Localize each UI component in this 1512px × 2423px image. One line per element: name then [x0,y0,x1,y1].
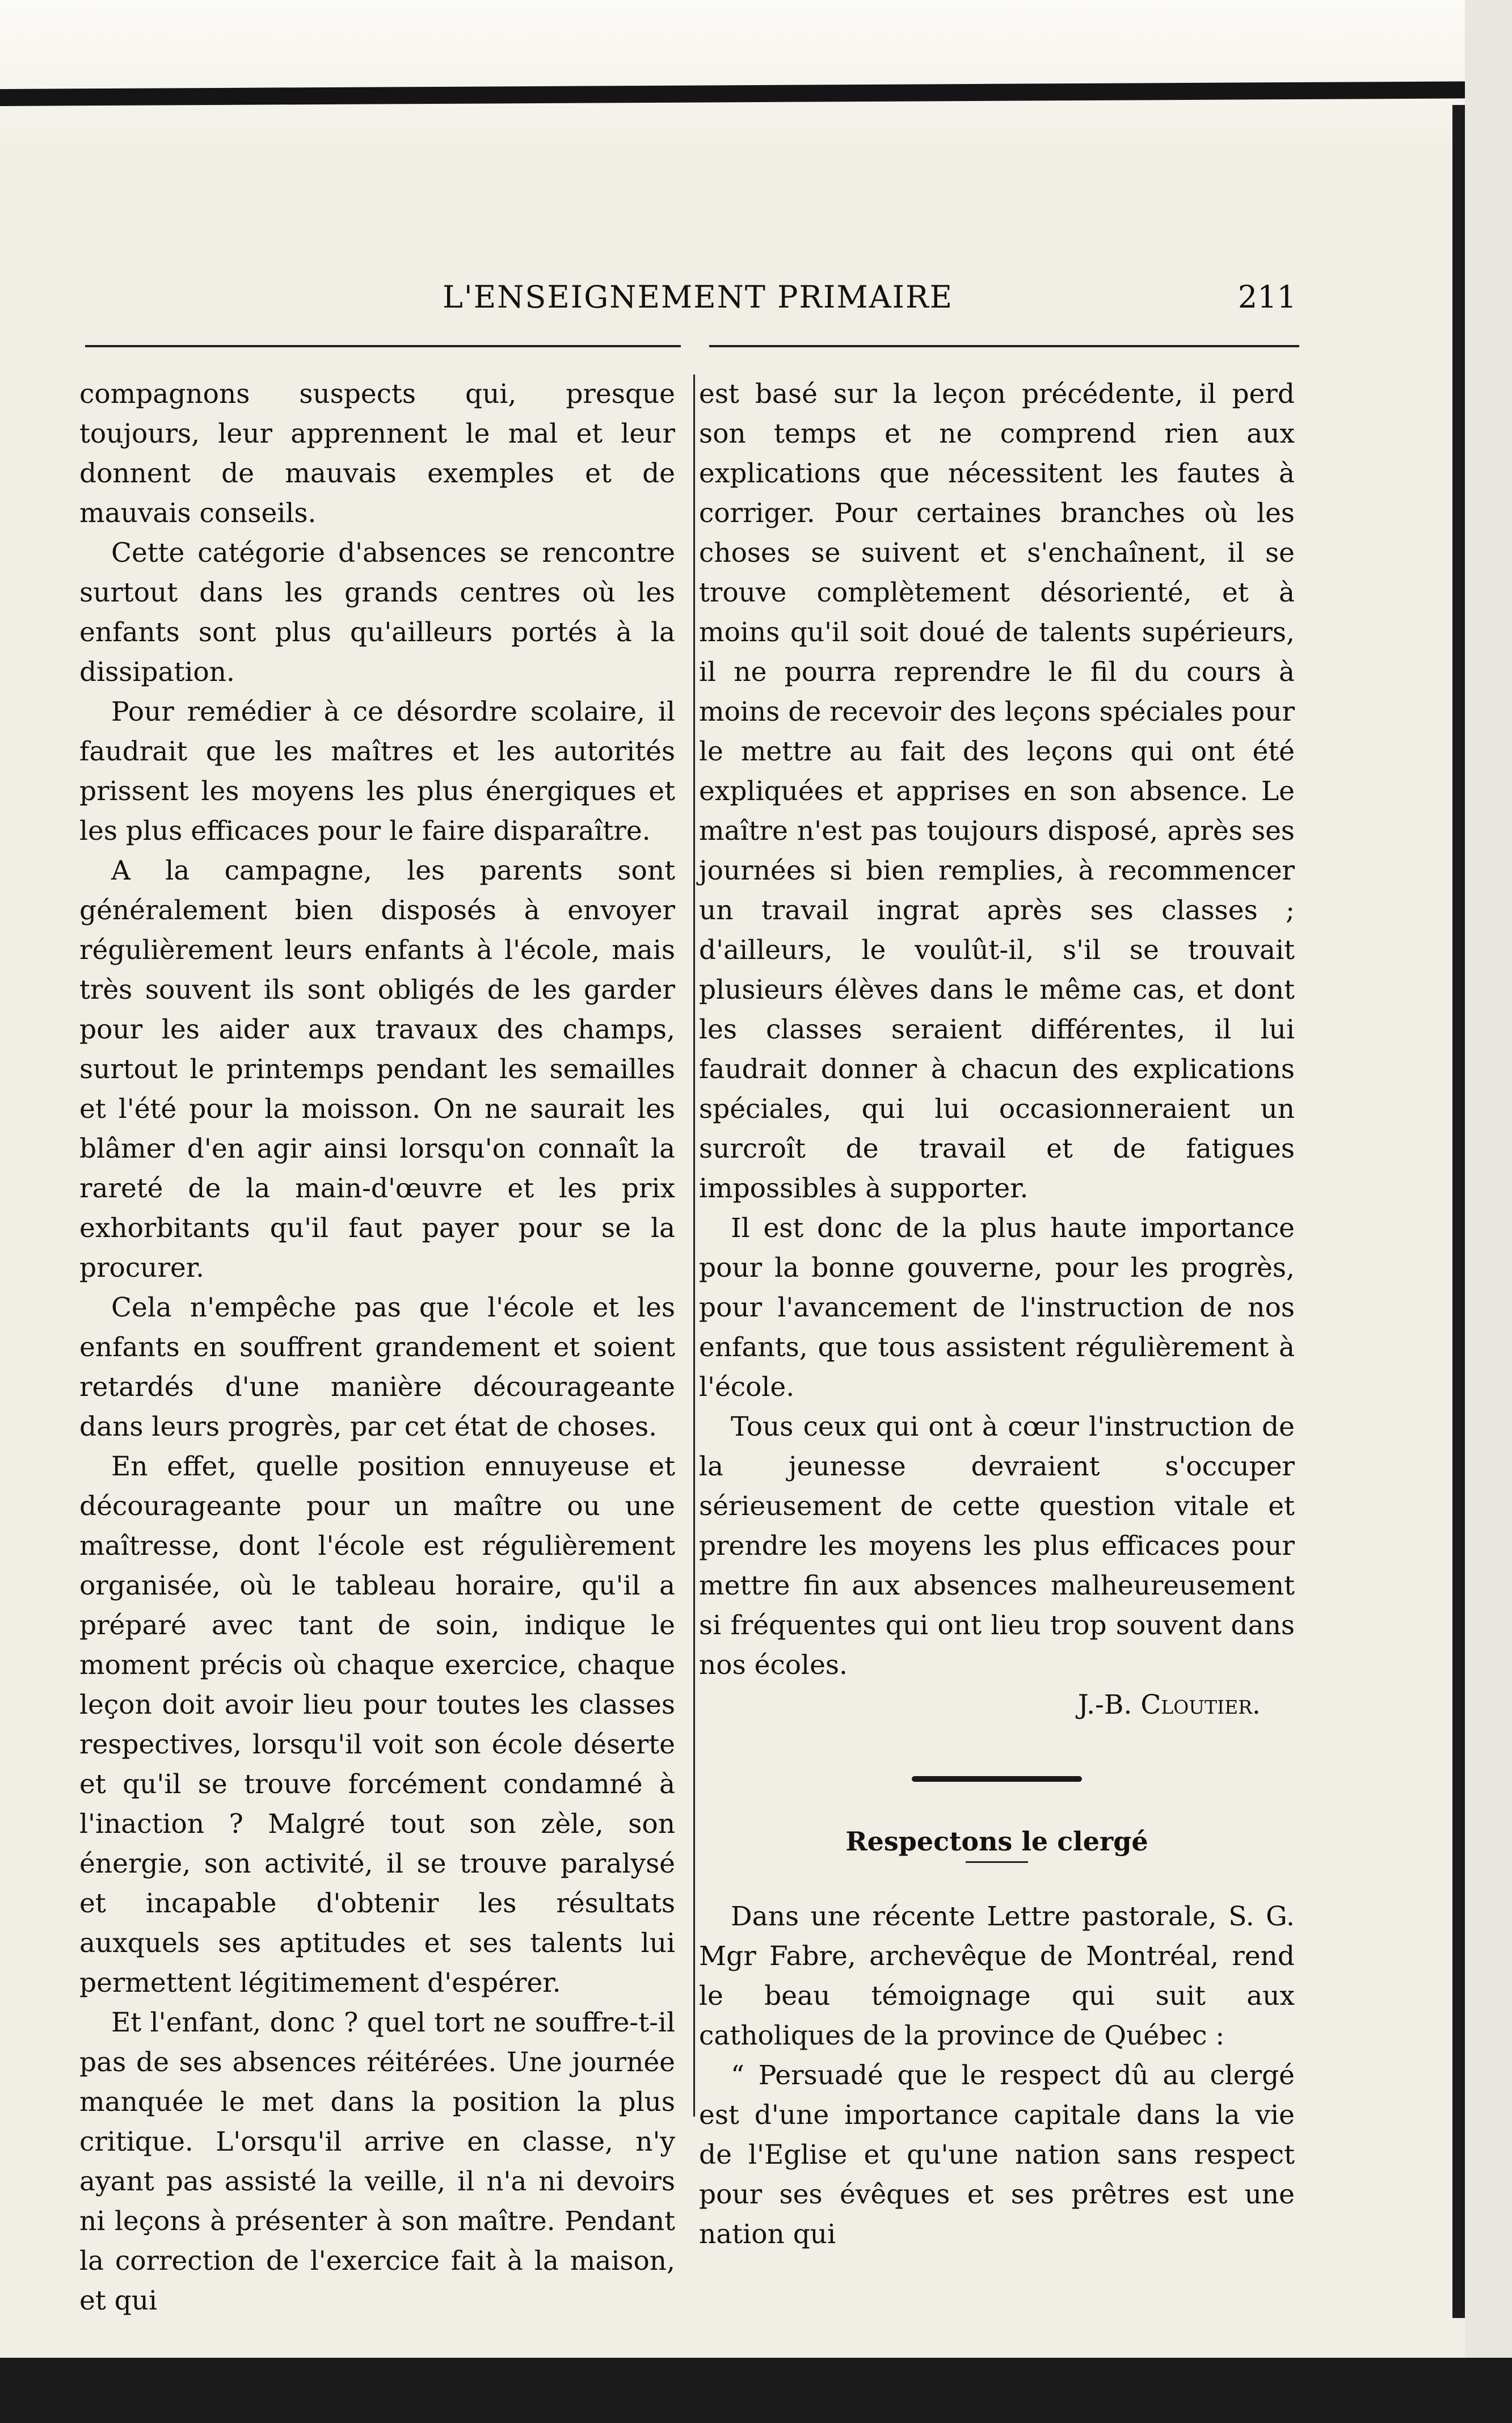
column-divider [693,375,695,2117]
scan-page-edge-shadow [1452,105,1465,2318]
signature [699,1685,1295,1725]
signature-initials: J.-B. [1077,1689,1132,1721]
paragraph: Il est donc de la plus haute importance pour la bonne gouverne, pour les progrès, pour l'avancement de l'instruction de nos enfants, que tous assistent régulièrement à l'école. [699,1213,1295,1403]
paragraph: Cette catégorie d'absences se rencontre surtout dans les grands centres où les enfants sont plus qu'ailleurs portés à la dissipation. [79,537,675,688]
paragraph: compagnons suspects qui, presque toujours, leur apprennent le mal et leur donnent de mauvais exemples et de mauvais conseils. [79,378,675,529]
header-rule-left [85,345,681,347]
paragraph: Tous ceux qui ont à cœur l'instruction de la jeunesse devraient s'occuper sérieusement de cette question vitale et prendre les moyens les plus efficaces pour mettre fin aux absences malheureusement si fréquentes qui ont lieu trop souvent dans nos écoles. [699,1411,1295,1681]
right-column [699,375,1295,2254]
paragraph: Dans une récente Lettre pastorale, S. G. Mgr Fabre, archevêque de Montréal, rend le beau témoignage qui suit aux catholiques de la province de Québec : [699,1901,1295,2051]
section-title: Respectons le clergé [845,1826,1148,1857]
signature-name: Cloutier. [1140,1689,1261,1721]
paragraph: est basé sur la leçon précédente, il perd son temps et ne comprend rien aux explications que nécessitent les fautes à corriger. Pour certaines branches où les choses se suivent et s'enchaînent, il se trouve complètement désorienté, et à moins qu'il soit doué de talents supérieurs, il ne pourra reprendre le fil du cours à moins de recevoir des leçons spéciales pour le mettre au fait des leçons qui ont été expliquées et apprises en son absence. Le maître n'est pas toujours disposé, après ses journées si bien remplies, à recommencer un travail ingrat après ses classes ; d'ailleurs, le voulût-il, s'il se trouvait plusieurs élèves dans le même cas, et dont les classes seraient différentes, il lui faudrait donner à chacun des explications spéciales, qui lui occasionneraient un surcroît de travail et de fatigues impossibles à supporter. [699,378,1295,1204]
paragraph: Cela n'empêche pas que l'école et les enfants en souffrent grandement et soient retardés d'une manière décourageante dans leurs progrès, par cet état de choses. [79,1292,675,1442]
running-title: L'ENSEIGNEMENT PRIMAIRE [443,279,954,315]
paragraph: Et l'enfant, donc ? quel tort ne souffre-t-il pas de ses absences réitérées. Une journée manquée le met dans la position la plus critique. L'orsqu'il arrive en classe, n'y ayant pas assisté la veille, il n'a ni devoirs ni leçons à présenter à son maître. Pendant la correction de l'exercice fait à la maison, et qui [79,2007,675,2316]
paragraph: Pour remédier à ce désordre scolaire, il faudrait que les maîtres et les autorités prissent les moyens les plus énergiques et les plus efficaces pour le faire disparaître. [79,696,675,847]
scan-right-margin [1465,0,1512,2423]
scan-top-margin [0,0,1512,142]
header-rule-right [709,345,1299,347]
paragraph: “ Persuadé que le respect dû au clergé est d'une importance capitale dans la vie de l'Eglise et qu'une nation sans respect pour ses évêques et ses prêtres est une nation qui [699,2060,1295,2250]
title-underline-rule [966,1861,1028,1863]
scan-bottom-edge [0,2358,1512,2423]
page-number: 211 [1237,279,1296,315]
paragraph: A la campagne, les parents sont généralement bien disposés à envoyer régulièrement leurs enfants à l'école, mais très souvent ils sont obligés de les garder pour les aider aux travaux des champs, surtout le printemps pendant les semailles et l'été pour la moisson. On ne saurait les blâmer d'en agir ainsi lorsqu'on connaît la rareté de la main-d'œuvre et les prix exhorbitants qu'il faut payer pour se la procurer. [79,855,675,1284]
paragraph: En effet, quelle position ennuyeuse et décourageante pour un maître ou une maîtresse, dont l'école est régulièrement organisée, où le tableau horaire, qu'il a préparé avec tant de soin, indique le moment précis où chaque exercice, chaque leçon doit avoir lieu pour toutes les classes respectives, lorsqu'il voit son école déserte et qu'il se trouve forcément condamné à l'inaction ? Malgré tout son zèle, son énergie, son activité, il se trouve paralysé et incapable d'obtenir les résultats auxquels ses aptitudes et ses talents lui permettent légitimement d'espérer. [79,1451,675,1999]
section-ornament-rule [912,1776,1082,1782]
left-column [79,375,675,2321]
